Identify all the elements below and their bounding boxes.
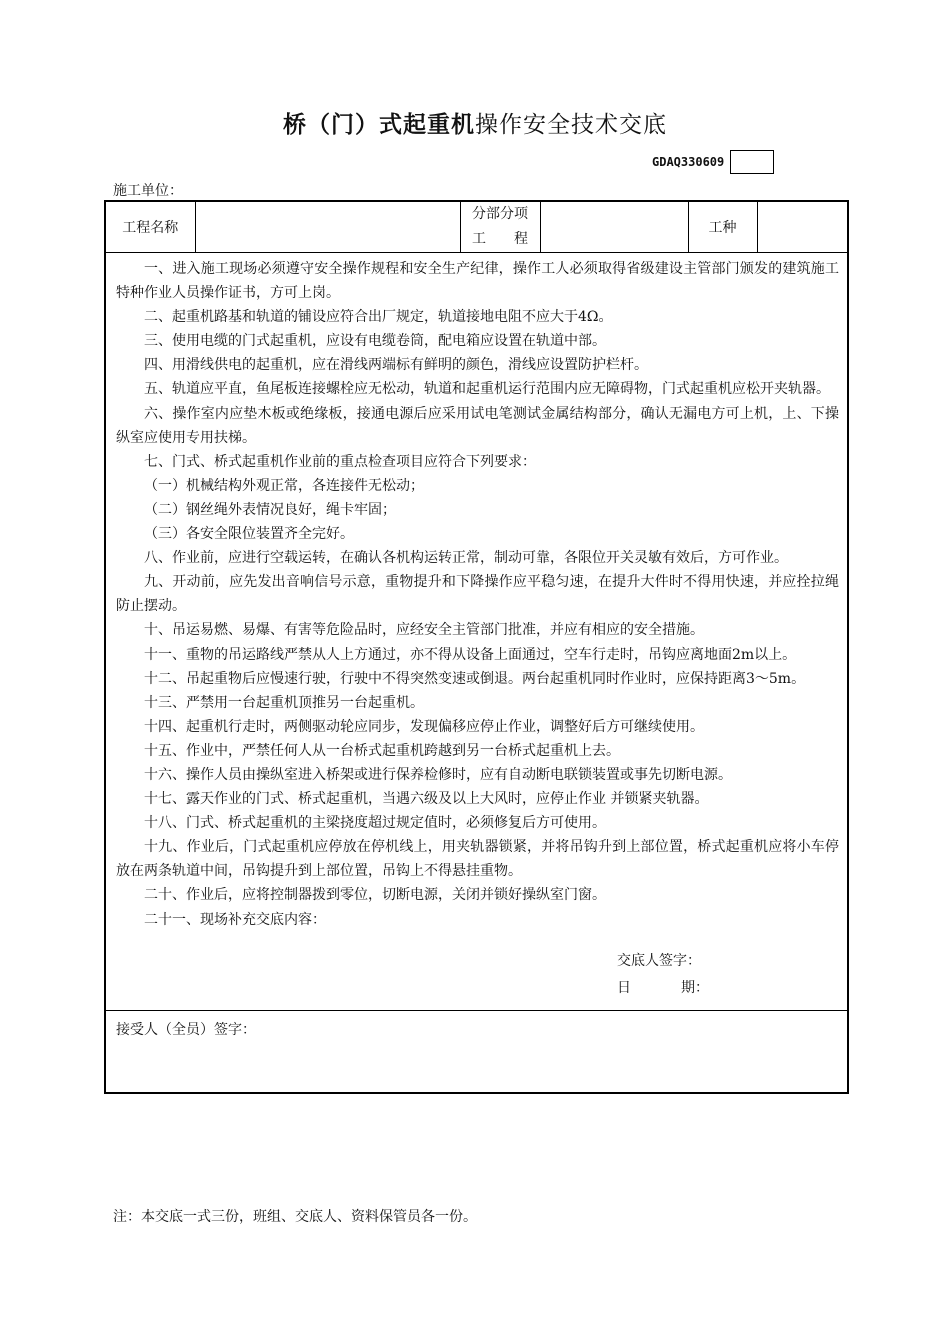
content-item: 九、开动前，应先发出音响信号示意，重物提升和下降操作应平稳匀速，在提升大件时不得用快速，并应拴拉绳防止摆动。 [116, 574, 839, 615]
content-item: 十七、露天作业的门式、桥式起重机，当遇六级及以上大风时，应停止作业 并锁紧夹轨器。 [144, 791, 709, 808]
content-item: 十一、重物的吊运路线严禁从人上方通过，亦不得从设备上面通过，空车行走时，吊钩应离地面2m以上。 [144, 646, 797, 663]
signer-label: 交底人签字： [617, 952, 701, 969]
content-item: 十三、严禁用一台起重机顶推另一台起重机。 [144, 694, 424, 711]
sub-project-label [460, 201, 540, 253]
date-label-part1: 日 [617, 979, 631, 996]
construction-unit-label: 施工单位： [113, 183, 183, 199]
title-rest-part: 操作安全技术交底 [475, 112, 667, 138]
document-title [0, 106, 950, 139]
job-type-label: 工种 [688, 201, 757, 253]
content-item: 十、吊运易燃、易爆、有害等危险品时，应经安全主管部门批准，并应有相应的安全措施。 [144, 622, 704, 639]
content-item: 十五、作业中，严禁任何人从一台桥式起重机跨越到另一台桥式起重机上去。 [144, 742, 620, 759]
sub-project-label-line1: 分部分项 [472, 206, 528, 222]
receiver-label: 接受人（全员）签字： [116, 1021, 256, 1038]
content-row [105, 253, 848, 1011]
content-cell [105, 253, 848, 1011]
title-bold-part: 桥（门）式起重机 [283, 111, 475, 138]
sub-project-field[interactable] [540, 201, 688, 253]
content-item: 六、操作室内应垫木板或绝缘板，接通电源后应采用试电笔测试金属结构部分，确认无漏电方可上机，上、下操纵室应使用专用扶梯。 [116, 405, 839, 446]
date-row [617, 975, 839, 1002]
content-item: 二、起重机路基和轨道的铺设应符合出厂规定，轨道接地电阻不应大于4Ω。 [144, 309, 613, 326]
footer-note: 注：本交底一式三份，班组、交底人、资料保管员各一份。 [113, 1209, 477, 1225]
receiver-row [105, 1010, 848, 1093]
project-name-field[interactable] [195, 201, 460, 253]
content-item: 八、作业前，应进行空载运转，在确认各机构运转正常，制动可靠，各限位开关灵敏有效后，方可作业。 [144, 550, 788, 567]
content-item: 三、使用电缆的门式起重机，应设有电缆卷筒，配电箱应设置在轨道中部。 [144, 333, 606, 350]
content-item: 七、门式、桥式起重机作业前的重点检查项目应符合下列要求： [144, 453, 536, 470]
content-item: 十四、起重机行走时，两侧驱动轮应同步，发现偏移应停止作业，调整好后方可继续使用。 [144, 718, 704, 735]
date-label-part2: 期： [681, 979, 709, 996]
project-name-label: 工程名称 [105, 201, 195, 253]
table-header-row [105, 201, 848, 253]
sub-project-label-line2: 工 程 [472, 231, 528, 247]
receiver-signature-cell[interactable] [105, 1010, 848, 1093]
doc-code: GDAQ330609 [652, 155, 725, 169]
content-item: 十六、操作人员由操纵室进入桥架或进行保养检修时，应有自动断电联锁装置或事先切断电源。 [144, 766, 732, 783]
content-item: （一）机械结构外观正常，各连接件无松动； [144, 477, 424, 494]
content-item: （三）各安全限位装置齐全完好。 [144, 526, 354, 543]
signature-block [617, 948, 839, 1002]
content-item: （二）钢丝绳外表情况良好，绳卡牢固； [144, 501, 396, 518]
content-item: 十八、门式、桥式起重机的主梁挠度超过规定值时，必须修复后方可使用。 [144, 815, 606, 832]
content-item: 四、用滑线供电的起重机，应在滑线两端标有鲜明的颜色，滑线应设置防护栏杆。 [144, 357, 648, 374]
content-item: 二十、作业后，应将控制器拨到零位，切断电源，关闭并锁好操纵室门窗。 [144, 887, 606, 904]
content-item: 十九、作业后，门式起重机应停放在停机线上，用夹轨器锁紧，并将吊钩升到上部位置，桥式起重机应将小车停放在两条轨道中间，吊钩提升到上部位置，吊钩上不得悬挂重物。 [116, 839, 839, 880]
doc-code-row [652, 150, 774, 174]
job-type-field[interactable] [757, 201, 848, 253]
doc-code-box[interactable] [730, 150, 774, 174]
content-item: 五、轨道应平直，鱼尾板连接螺栓应无松动，轨道和起重机运行范围内应无障碍物，门式起重机应松开夹轨器。 [144, 381, 830, 398]
disclosure-table [104, 200, 849, 1094]
content-item: 一、进入施工现场必须遵守安全操作规程和安全生产纪律，操作工人必须取得省级建设主管部门颁发的建筑施工特种作业人员操作证书，方可上岗。 [116, 261, 839, 302]
content-item: 十二、吊起重物后应慢速行驶，行驶中不得突然变速或倒退。两台起重机同时作业时，应保持距离3～5m。 [144, 670, 806, 687]
content-item: 二十一、现场补充交底内容： [144, 911, 326, 928]
